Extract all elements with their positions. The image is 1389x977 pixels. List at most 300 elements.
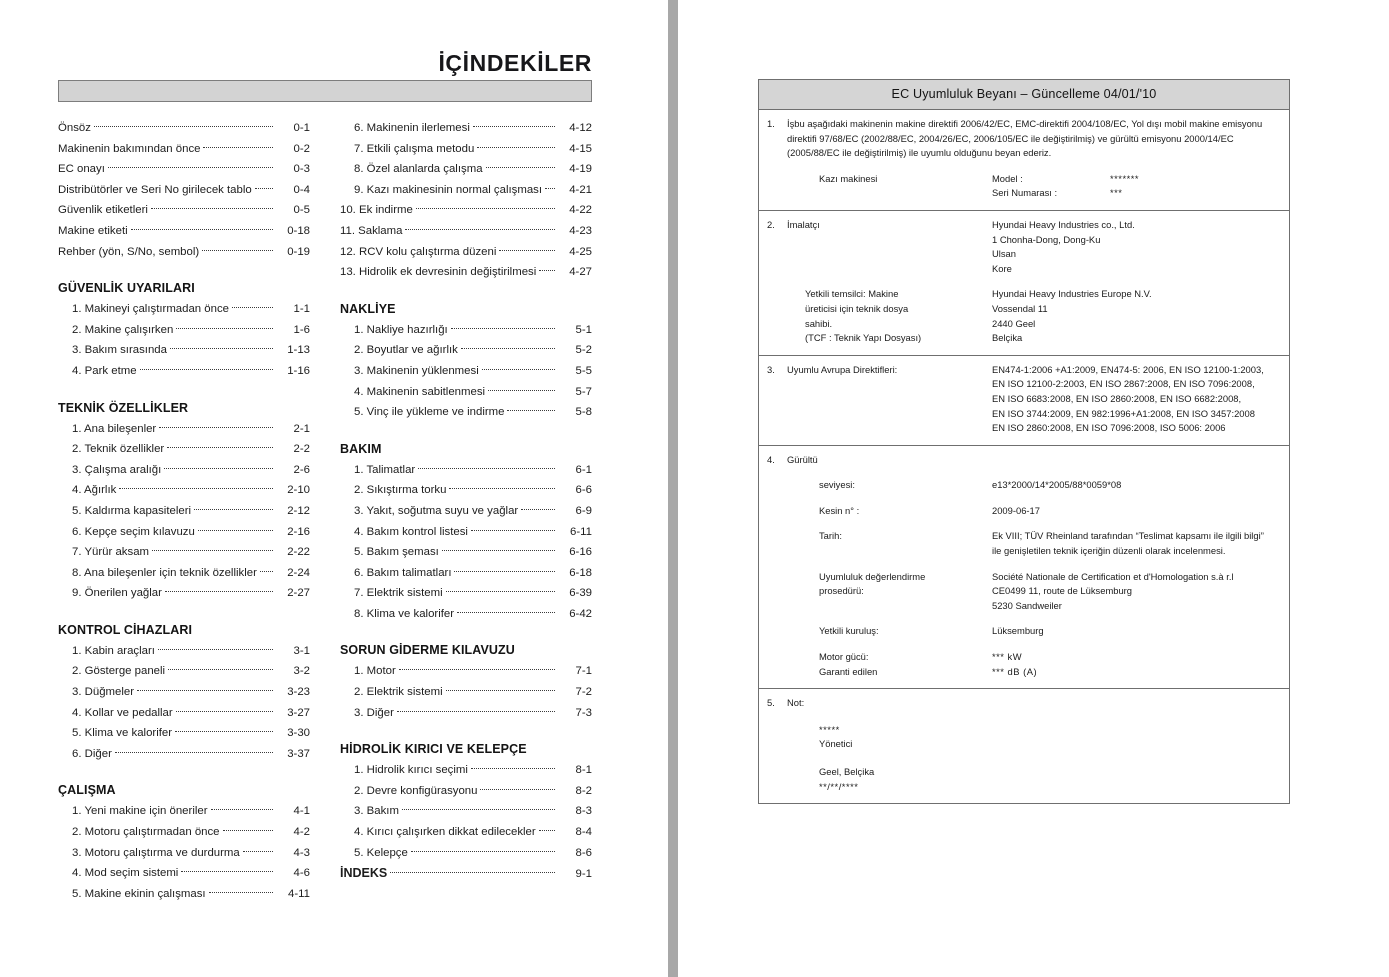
- notified-body-value: Lüksemburg: [992, 625, 1044, 637]
- toc-leader-dots: [131, 223, 273, 234]
- toc-leader-dots: [198, 523, 273, 534]
- toc-entry-label: 3. Diğer: [354, 706, 394, 719]
- toc-entry[interactable]: [340, 361, 592, 382]
- toc-leader-dots: [164, 461, 273, 472]
- page-ec-declaration: [678, 0, 1389, 977]
- page-title: İÇİNDEKİLER: [438, 50, 592, 76]
- toc-entry-page-number: 6-6: [575, 484, 592, 497]
- toc-entry[interactable]: [58, 439, 310, 460]
- toc-entry-label: 8. Klima ve kalorifer: [354, 607, 455, 620]
- toc-leader-dots: [94, 120, 273, 131]
- directive-line-3: EN ISO 6683:2008, EN ISO 2860:2008, EN ISO 6682:2008,: [992, 392, 1242, 404]
- toc-leader-dots: [176, 321, 273, 332]
- toc-entry[interactable]: [58, 200, 310, 221]
- signer-title: Yönetici: [819, 738, 853, 750]
- toc-leader-dots: [181, 865, 273, 876]
- toc-entry-page-number: 3-27: [287, 706, 310, 719]
- manufacturer-address: [992, 218, 1279, 276]
- conformity-procedure-label: [787, 570, 992, 599]
- toc-column-right: [340, 118, 592, 885]
- noise-level-label: seviyesi:: [819, 479, 855, 491]
- toc-leader-dots: [119, 482, 273, 493]
- rep-label-line-4: (TCF : Teknik Yapı Dosyası): [805, 332, 922, 344]
- authorized-representative-address: [992, 287, 1279, 345]
- machine-type-label: Kazı makinesi: [819, 172, 878, 184]
- toc-entry-label: 11. Saklama: [340, 224, 403, 237]
- toc-leader-dots: [471, 762, 555, 773]
- toc-entry-label: Makine etiketi: [58, 224, 128, 237]
- date-value: [992, 529, 1279, 558]
- rep-country: Belçika: [992, 332, 1023, 344]
- date-label: Tarih:: [819, 530, 842, 542]
- toc-entry-label: 1. Yeni makine için öneriler: [72, 805, 208, 818]
- toc-entry-label: 3. Motoru çalıştırma ve durdurma: [72, 846, 240, 859]
- toc-entry-page-number: 1-13: [287, 344, 310, 357]
- toc-group-heading: TEKNİK ÖZELLİKLER: [58, 400, 189, 415]
- directive-line-4: EN ISO 3744:2009, EN 982:1996+A1:2008, EN ISO 3457:2008: [992, 407, 1255, 419]
- serial-number-label: Seri Numarası :: [992, 187, 1058, 199]
- signing-date: **/**/****: [819, 780, 859, 792]
- toc-leader-dots: [416, 202, 555, 213]
- toc-entry-label: 5. Kelepçe: [354, 846, 408, 859]
- toc-leader-dots: [243, 844, 273, 855]
- toc-entry-page-number: 2-24: [287, 566, 310, 579]
- toc-entry[interactable]: [340, 159, 592, 180]
- toc-leader-dots: [170, 342, 273, 353]
- toc-group-heading: GÜVENLİK UYARILARI: [58, 281, 195, 296]
- toc-entry-label: 2. Gösterge paneli: [72, 665, 166, 678]
- toc-leader-dots: [488, 383, 555, 394]
- ec-table-header: EC Uyumluluk Beyanı – Güncelleme 04/01/'10: [759, 80, 1289, 110]
- manufacturer-street: 1 Chonha-Dong, Dong-Ku: [992, 233, 1101, 245]
- toc-entry[interactable]: [340, 139, 592, 160]
- toc-entry[interactable]: [58, 340, 310, 361]
- toc-entry-label: 1. Ana bileşenler: [72, 422, 157, 435]
- notified-body-label: Yetkili kuruluş:: [819, 625, 879, 637]
- toc-leader-dots: [194, 503, 273, 514]
- toc-entry-label: 1. Nakliye hazırlığı: [354, 323, 448, 336]
- toc-entry-label: 5. Vinç ile yükleme ve indirme: [354, 406, 505, 419]
- toc-leader-dots: [167, 441, 273, 452]
- toc-leader-dots: [260, 564, 273, 575]
- toc-entry-page-number: 2-2: [293, 443, 310, 456]
- toc-entry[interactable]: [58, 822, 310, 843]
- toc-entry[interactable]: [340, 522, 592, 543]
- toc-entry-label: Makinenin bakımından önce: [58, 142, 201, 155]
- ec-section-5-number: 5.: [767, 697, 775, 709]
- toc-entry-label: 3. Bakım sırasında: [72, 344, 167, 357]
- toc-entry[interactable]: [340, 340, 592, 361]
- toc-entry-page-number: 4-21: [569, 183, 592, 196]
- noise-level-value: e13*2000/14*2005/88*0059*08: [992, 479, 1122, 491]
- manufacturer-label: İmalatçı: [787, 218, 820, 230]
- toc-leader-dots: [223, 824, 273, 835]
- toc-entry[interactable]: [58, 522, 310, 543]
- toc-entry[interactable]: [340, 402, 592, 423]
- toc-columns: [58, 118, 592, 908]
- toc-entry-label: 3. Çalışma aralığı: [72, 463, 162, 476]
- toc-entry-page-number: 0-18: [287, 224, 310, 237]
- model-value: *******: [1110, 172, 1140, 184]
- toc-group: [340, 302, 592, 423]
- toc-entry-page-number: 9-1: [575, 868, 592, 881]
- toc-group-heading: KONTROL CİHAZLARI: [58, 622, 193, 637]
- toc-entry-page-number: 2-22: [287, 546, 310, 559]
- toc-leader-dots: [539, 264, 555, 275]
- conformity-value-line-1: Société Nationale de Certification et d'Homologation s.à r.l: [992, 570, 1234, 582]
- toc-entry[interactable]: [58, 118, 310, 139]
- toc-entry-page-number: 6-1: [575, 463, 592, 476]
- toc-leader-dots: [165, 585, 273, 596]
- toc-leader-dots: [203, 140, 273, 151]
- ec-section-4: [759, 446, 1289, 690]
- toc-entry[interactable]: [58, 159, 310, 180]
- toc-group-heading: SORUN GİDERME KILAVUZU: [340, 643, 515, 658]
- toc-group: [340, 863, 592, 885]
- toc-leader-dots: [545, 181, 555, 192]
- ec-section-1: [759, 110, 1289, 211]
- toc-leader-dots: [209, 885, 273, 896]
- date-value-line-1: Ek VIII; TÜV Rheinland tarafından “Teslimat kapsamı ile ilgili bilgi”: [992, 530, 1264, 542]
- manufacturer-city: Ulsan: [992, 248, 1016, 260]
- toc-entry[interactable]: [58, 242, 310, 263]
- toc-entry-label: 9. Önerilen yağlar: [72, 587, 162, 600]
- european-directives-label: Uyumlu Avrupa Direktifleri:: [787, 363, 898, 375]
- toc-entry-page-number: 7-2: [575, 686, 592, 699]
- guaranteed-level-value: *** dB (A): [992, 665, 1038, 677]
- toc-entry-label: 3. Yakıt, soğutma suyu ve yağlar: [354, 504, 519, 517]
- toc-entry-label: 5. Klima ve kalorifer: [72, 727, 173, 740]
- toc-entry[interactable]: [58, 460, 310, 481]
- model-label: Model :: [992, 172, 1023, 184]
- toc-group-heading: ÇALIŞMA: [58, 783, 116, 798]
- toc-entry-page-number: 1-16: [287, 364, 310, 377]
- toc-entry[interactable]: [58, 744, 310, 765]
- toc-leader-dots: [137, 684, 273, 695]
- toc-leader-dots: [390, 866, 555, 877]
- conformity-procedure-value: [992, 570, 1279, 614]
- toc-entry-page-number: 3-1: [293, 644, 310, 657]
- toc-entry-label: 1. Talimatlar: [354, 463, 416, 476]
- toc-entry[interactable]: [340, 542, 592, 563]
- toc-entry[interactable]: [340, 682, 592, 703]
- toc-entry-page-number: 7-3: [575, 706, 592, 719]
- toc-entry-label: 4. Mod seçim sistemi: [72, 867, 179, 880]
- toc-leader-dots: [151, 202, 273, 213]
- toc-entry-label: 7. Etkili çalışma metodu: [354, 142, 475, 155]
- toc-entry[interactable]: [340, 382, 592, 403]
- toc-leader-dots: [451, 321, 555, 332]
- toc-entry[interactable]: [58, 661, 310, 682]
- toc-entry[interactable]: [340, 822, 592, 843]
- toc-group: [340, 643, 592, 723]
- toc-entry[interactable]: [58, 843, 310, 864]
- toc-entry-label: Güvenlik etiketleri: [58, 204, 148, 217]
- toc-entry[interactable]: [58, 180, 310, 201]
- toc-leader-dots: [152, 544, 273, 555]
- toc-entry-page-number: 1-6: [293, 323, 310, 336]
- toc-entry[interactable]: [340, 843, 592, 864]
- toc-leader-dots: [232, 301, 273, 312]
- toc-entry-page-number: 0-4: [293, 183, 310, 196]
- toc-entry-label: 4. Ağırlık: [72, 484, 117, 497]
- toc-entry-page-number: 4-12: [569, 122, 592, 134]
- toc-entry-label: Önsöz: [58, 122, 91, 134]
- toc-entry[interactable]: [340, 501, 592, 522]
- toc-entry-page-number: 2-16: [287, 525, 310, 538]
- toc-group: [58, 118, 310, 262]
- signing-place: Geel, Belçika: [819, 766, 875, 777]
- toc-leader-dots: [405, 223, 555, 234]
- authorized-representative-label: [787, 287, 992, 345]
- toc-leader-dots: [461, 342, 555, 353]
- toc-entry-label: 9. Kazı makinesinin normal çalışması: [354, 183, 543, 196]
- toc-entry[interactable]: [58, 682, 310, 703]
- note-block: [787, 723, 1279, 794]
- toc-leader-dots: [411, 844, 555, 855]
- conformity-label-line-2: prosedürü:: [819, 585, 864, 597]
- toc-entry-label: İNDEKS: [340, 866, 388, 881]
- toc-leader-dots: [115, 745, 273, 756]
- toc-entry-page-number: 2-10: [287, 484, 310, 497]
- title-banner: [58, 80, 592, 102]
- toc-group-heading: NAKLİYE: [340, 301, 396, 316]
- toc-entry-label: 4. Kırıcı çalışırken dikkat edilecekler: [354, 826, 536, 839]
- toc-entry-page-number: 4-6: [293, 867, 310, 880]
- toc-entry-label: 2. Elektrik sistemi: [354, 686, 443, 699]
- toc-entry-page-number: 4-11: [288, 887, 310, 900]
- toc-entry-page-number: 4-22: [569, 204, 592, 217]
- toc-entry-page-number: 6-39: [569, 587, 592, 600]
- signature-placeholder: *****: [819, 723, 840, 735]
- toc-entry[interactable]: [340, 180, 592, 201]
- toc-entry-label: 10. Ek indirme: [340, 204, 413, 217]
- toc-leader-dots: [449, 482, 555, 493]
- conformity-value-line-3: 5230 Sandweiler: [992, 599, 1062, 611]
- toc-leader-dots: [473, 120, 555, 131]
- toc-entry-label: 8. Özel alanlarda çalışma: [354, 163, 483, 176]
- toc-entry-page-number: 0-19: [287, 245, 310, 258]
- toc-leader-dots: [457, 605, 555, 616]
- toc-entry-page-number: 2-12: [287, 504, 310, 517]
- toc-entry-label: 2. Makine çalışırken: [72, 323, 174, 336]
- toc-entry-page-number: 1-1: [293, 303, 310, 316]
- toc-leader-dots: [399, 663, 555, 674]
- rep-label-line-2: üreticisi için teknik dosya: [805, 302, 909, 314]
- toc-group: [58, 281, 310, 381]
- engine-power-value: *** kW: [992, 651, 1023, 663]
- toc-leader-dots: [499, 243, 555, 254]
- toc-entry[interactable]: [340, 460, 592, 481]
- manufacturer-country: Kore: [992, 262, 1012, 274]
- toc-entry-page-number: 3-2: [293, 665, 310, 678]
- rep-street: Vossendal 11: [992, 302, 1048, 314]
- toc-entry-page-number: 0-2: [293, 142, 310, 155]
- directive-line-1: EN474-1:2006 +A1:2009, EN474-5: 2006, EN ISO 12100-1:2003,: [992, 363, 1264, 375]
- toc-entry[interactable]: [340, 703, 592, 724]
- toc-entry[interactable]: [340, 242, 592, 263]
- toc-leader-dots: [168, 663, 273, 674]
- toc-entry-page-number: 6-11: [570, 525, 592, 538]
- toc-entry-page-number: 5-7: [575, 385, 592, 398]
- toc-group-heading: HİDROLİK KIRICI VE KELEPÇE: [340, 742, 527, 757]
- toc-leader-dots: [175, 725, 273, 736]
- serial-number-value: ***: [1110, 187, 1123, 199]
- noise-section-title: Gürültü: [787, 453, 818, 465]
- toc-entry[interactable]: [340, 480, 592, 501]
- directive-line-5: EN ISO 2860:2008, EN ISO 7096:2008, ISO 5006: 2006: [992, 422, 1226, 434]
- toc-leader-dots: [480, 782, 555, 793]
- toc-entry-page-number: 4-15: [569, 142, 592, 155]
- toc-entry[interactable]: [340, 200, 592, 221]
- toc-entry[interactable]: [58, 703, 310, 724]
- certificate-number-value: 2009-06-17: [992, 504, 1040, 516]
- date-value-line-2: ile genişletilen teknik içeriğin düzenli olarak incelenmesi.: [992, 545, 1226, 557]
- toc-entry-label: 12. RCV kolu çalıştırma düzeni: [340, 245, 497, 258]
- toc-entry-label: 4. Bakım kontrol listesi: [354, 525, 468, 538]
- toc-entry-page-number: 0-1: [293, 122, 310, 134]
- toc-entry-label: 7. Elektrik sistemi: [354, 587, 443, 600]
- toc-entry-page-number: 6-16: [569, 546, 592, 559]
- toc-group: [58, 401, 310, 604]
- toc-entry[interactable]: [340, 781, 592, 802]
- toc-entry[interactable]: [340, 118, 592, 139]
- toc-entry-label: 2. Sıkıştırma torku: [354, 484, 447, 497]
- toc-leader-dots: [402, 803, 555, 814]
- toc-entry[interactable]: [58, 563, 310, 584]
- toc-entry-page-number: 6-18: [569, 566, 592, 579]
- toc-entry[interactable]: [340, 563, 592, 584]
- toc-entry-label: 2. Motoru çalıştırmadan önce: [72, 826, 220, 839]
- toc-entry-page-number: 2-27: [287, 587, 310, 600]
- toc-entry-page-number: 6-42: [569, 607, 592, 620]
- toc-entry-label: 5. Bakım şeması: [354, 546, 439, 559]
- toc-entry[interactable]: [58, 361, 310, 382]
- toc-leader-dots: [539, 824, 555, 835]
- toc-column-left: [58, 118, 310, 904]
- rep-city: 2440 Geel: [992, 317, 1036, 329]
- toc-entry[interactable]: [58, 583, 310, 604]
- toc-entry-label: 1. Makineyi çalıştırmadan önce: [72, 303, 230, 316]
- toc-leader-dots: [418, 461, 555, 472]
- toc-entry-page-number: 2-1: [293, 422, 310, 435]
- toc-entry[interactable]: [58, 641, 310, 662]
- toc-leader-dots: [397, 704, 555, 715]
- toc-entry-label: 1. Hidrolik kırıcı seçimi: [354, 764, 468, 777]
- toc-entry[interactable]: [340, 583, 592, 604]
- toc-entry[interactable]: [340, 320, 592, 341]
- toc-entry-label: 4. Kollar ve pedallar: [72, 706, 173, 719]
- toc-entry-page-number: 6-9: [575, 504, 592, 517]
- ec-section-4-number: 4.: [767, 453, 775, 465]
- toc-leader-dots: [108, 161, 273, 172]
- toc-leader-dots: [140, 363, 273, 374]
- toc-entry[interactable]: [58, 501, 310, 522]
- toc-leader-dots: [176, 704, 273, 715]
- toc-entry-label: 6. Kepçe seçim kılavuzu: [72, 525, 195, 538]
- toc-entry-page-number: 8-4: [575, 826, 592, 839]
- toc-entry[interactable]: [58, 723, 310, 744]
- toc-entry-page-number: 5-2: [575, 344, 592, 357]
- toc-entry[interactable]: [58, 139, 310, 160]
- toc-entry-label: 3. Bakım: [354, 805, 399, 818]
- toc-entry-label: Distribütörler ve Seri No girilecek tablo: [58, 183, 252, 196]
- toc-leader-dots: [482, 363, 555, 374]
- toc-entry[interactable]: [340, 760, 592, 781]
- manufacturer-name: Hyundai Heavy Industries co., Ltd.: [992, 218, 1135, 230]
- rep-name: Hyundai Heavy Industries Europe N.V.: [992, 288, 1152, 300]
- toc-group: [340, 742, 592, 863]
- toc-group: [58, 623, 310, 765]
- ec-section-3: [759, 356, 1289, 446]
- toc-entry-label: 6. Bakım talimatları: [354, 566, 452, 579]
- toc-leader-dots: [211, 803, 273, 814]
- toc-entry-page-number: 3-37: [287, 747, 310, 760]
- toc-entry[interactable]: [340, 863, 592, 885]
- toc-entry-page-number: 8-3: [575, 805, 592, 818]
- toc-entry-page-number: 4-1: [293, 805, 310, 818]
- ec-declaration-table: [758, 79, 1290, 804]
- toc-entry-label: 3. Makinenin yüklenmesi: [354, 364, 479, 377]
- note-section-title: Not:: [787, 697, 805, 709]
- toc-entry-page-number: 8-1: [575, 764, 592, 777]
- toc-entry-page-number: 3-30: [287, 727, 310, 740]
- toc-entry-label: 2. Boyutlar ve ağırlık: [354, 344, 458, 357]
- toc-entry[interactable]: [58, 863, 310, 884]
- toc-entry-label: 6. Diğer: [72, 747, 112, 760]
- toc-group: [58, 783, 310, 904]
- ec-section-5: [759, 689, 1289, 803]
- conformity-label-line-1: Uyumluluk değerlendirme: [819, 570, 926, 582]
- toc-entry-label: EC onayı: [58, 163, 105, 176]
- toc-entry[interactable]: [340, 221, 592, 242]
- toc-entry-page-number: 4-27: [569, 266, 592, 279]
- toc-entry[interactable]: [58, 480, 310, 501]
- toc-entry[interactable]: [58, 299, 310, 320]
- toc-entry[interactable]: [58, 221, 310, 242]
- toc-entry[interactable]: [58, 542, 310, 563]
- toc-entry-label: 13. Hidrolik ek devresinin değiştirilmesi: [340, 266, 537, 279]
- toc-entry-label: 2. Devre konfigürasyonu: [354, 784, 478, 797]
- toc-entry-label: Rehber (yön, S/No, sembol): [58, 245, 200, 258]
- toc-leader-dots: [454, 564, 555, 575]
- toc-entry[interactable]: [340, 661, 592, 682]
- rep-label-line-1: Yetkili temsilci: Makine: [805, 288, 899, 300]
- toc-entry-page-number: 7-1: [575, 665, 592, 678]
- toc-leader-dots: [446, 684, 555, 695]
- directive-line-2: EN ISO 12100-2:2003, EN ISO 2867:2008, EN ISO 7096:2008,: [992, 378, 1255, 390]
- toc-entry[interactable]: [58, 419, 310, 440]
- toc-entry-page-number: 3-23: [287, 686, 310, 699]
- certificate-number-label: Kesin n° :: [819, 504, 860, 516]
- toc-entry-page-number: 0-3: [293, 163, 310, 176]
- toc-entry[interactable]: [58, 884, 310, 905]
- toc-entry[interactable]: [340, 801, 592, 822]
- toc-entry[interactable]: [58, 320, 310, 341]
- ec-section-2: [759, 211, 1289, 356]
- toc-entry[interactable]: [58, 801, 310, 822]
- toc-leader-dots: [158, 642, 273, 653]
- page-table-of-contents: [0, 0, 668, 977]
- toc-group: [340, 442, 592, 625]
- toc-entry[interactable]: [340, 604, 592, 625]
- toc-entry-page-number: 0-5: [293, 204, 310, 217]
- conformity-value-line-2: CE0499 11, route de Lüksemburg: [992, 585, 1133, 597]
- toc-entry[interactable]: [340, 262, 592, 283]
- toc-leader-dots: [255, 181, 273, 192]
- toc-entry-label: 1. Motor: [354, 665, 396, 678]
- toc-entry-label: 8. Ana bileşenler için teknik özellikler: [72, 566, 257, 579]
